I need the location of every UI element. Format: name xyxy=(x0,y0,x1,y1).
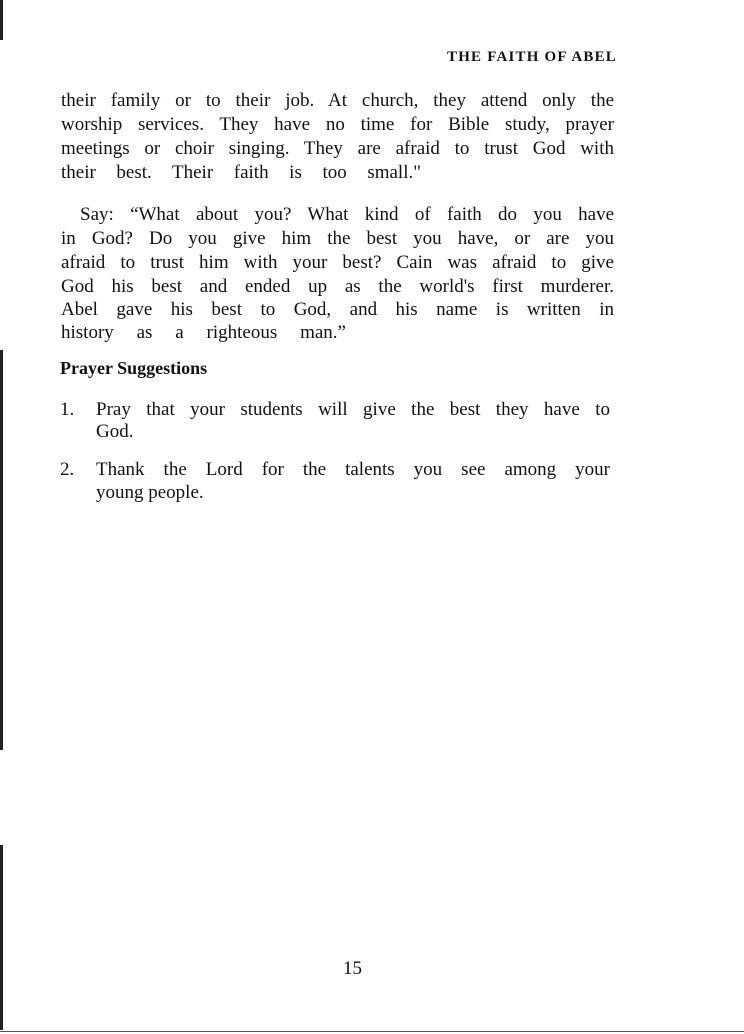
text-line: history as a righteous man.” xyxy=(61,322,346,343)
page-number: 15 xyxy=(343,958,362,979)
text-line: meetings or choir singing. They are afraid to trust God with xyxy=(61,138,614,159)
running-header: THE FAITH OF ABEL xyxy=(446,49,617,65)
text-line: worship services. They have no time for Bible study, prayer xyxy=(61,114,614,135)
text-line: Say: “What about you? What kind of faith do you have xyxy=(80,204,614,225)
text-line: afraid to trust him with your best? Cain was afraid to give xyxy=(61,252,614,273)
text-line: Thank the Lord for the talents you see among your xyxy=(96,459,610,480)
text-line: in God? Do you give him the best you have, or are you xyxy=(61,228,614,249)
text-line: God his best and ended up as the world's first murderer. xyxy=(61,276,614,297)
list-number: 2. xyxy=(60,459,75,480)
scan-edge-mark xyxy=(0,350,3,750)
text-line: their family or to their job. At church, they attend only the xyxy=(61,90,614,111)
page-bottom-edge xyxy=(0,1031,744,1032)
scan-edge-mark xyxy=(0,845,3,1030)
text-line: Pray that your students will give the best they have to xyxy=(96,399,610,420)
scan-edge-mark xyxy=(0,0,3,40)
text-line: their best. Their faith is too small." xyxy=(61,162,421,183)
text-line: God. xyxy=(96,421,134,442)
text-line: young people. xyxy=(96,482,204,503)
section-heading: Prayer Suggestions xyxy=(60,358,208,378)
list-number: 1. xyxy=(60,399,75,420)
text-line: Abel gave his best to God, and his name is written in xyxy=(61,299,614,320)
